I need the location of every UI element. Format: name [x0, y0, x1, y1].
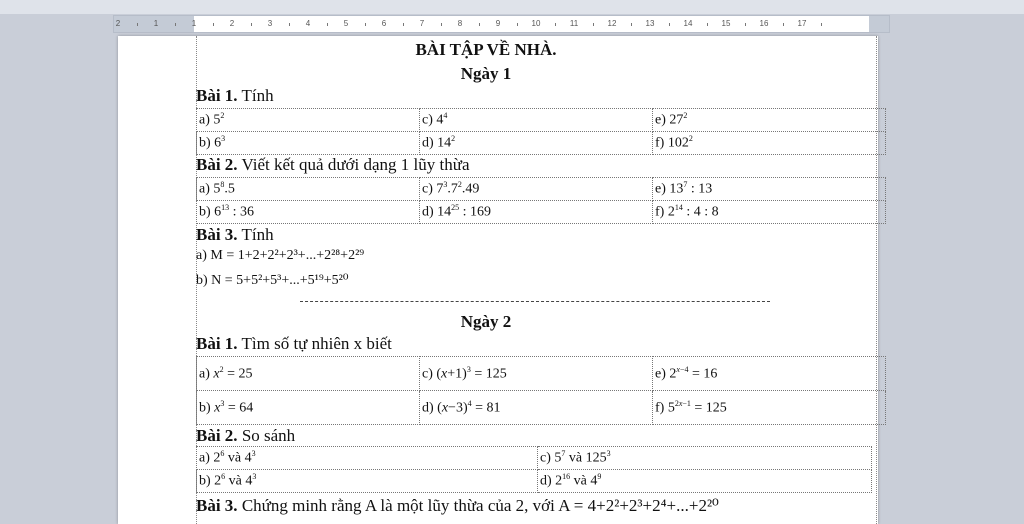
horizontal-ruler[interactable]: [113, 15, 890, 33]
ruler-tick: [479, 23, 480, 26]
ruler-number: 2: [115, 19, 121, 28]
day1-ex3-item-b: b) N = 5+5²+5³+...+5¹⁹+5²⁰: [196, 273, 349, 288]
ruler-tick: [403, 23, 404, 26]
day2-ex1-heading: Bài 1. Tìm số tự nhiên x biết: [196, 334, 392, 353]
ruler-number: 17: [797, 19, 807, 28]
ruler-right-margin: [869, 16, 889, 32]
ruler-tick: [745, 23, 746, 26]
ruler-tick: [327, 23, 328, 26]
ruler-tick: [593, 23, 594, 26]
day1-ex1-table: a) $5^2$ c) $4^4$ e) $27^2$ b) $6^3$ d) $14^2$ f) $102^2$: [196, 108, 886, 155]
ruler-tick: [669, 23, 670, 26]
ruler-tick: [707, 23, 708, 26]
ruler-tick: [441, 23, 442, 26]
day1-ex3-item-a: a) M = 1+2+2²+2³+...+2²⁸+2²⁹: [196, 248, 365, 263]
day2-ex2-table: a) $2^6$ và $4^3$ c) $5^7$ và $125^3$ b) $2^6$ và $4^3$ d) $2^{16}$ và $4^9$: [196, 446, 872, 493]
title-bar: [0, 0, 1024, 14]
document-page[interactable]: [118, 36, 878, 524]
ruler-tick: [175, 23, 176, 26]
ruler-tick: [517, 23, 518, 26]
day1-heading: Ngày 1: [460, 64, 512, 83]
day2-heading: Ngày 2: [460, 312, 512, 331]
ruler-number: 14: [683, 19, 693, 28]
ruler-number: 3: [267, 19, 273, 28]
day2-ex2-heading: Bài 2. So sánh: [196, 426, 296, 445]
ruler-number: 7: [419, 19, 425, 28]
day2-ex3-heading: Bài 3. Chứng minh rằng A là một lũy thừa của 2, với A = 4+2²+2³+2⁴+...+2²⁰: [196, 496, 719, 515]
ruler-tick: [365, 23, 366, 26]
day1-ex2-table: a) $5^8.5$ c) $7^3.7^2.49$ e) $13^7$ : 13 b) $6^{13}$ : 36 d) $14^{25}$ : 169 f) $2^{14}$ : 4 : 8: [196, 177, 886, 224]
ruler-number: 8: [457, 19, 463, 28]
ruler-tick: [631, 23, 632, 26]
ruler-number: 16: [759, 19, 769, 28]
ruler-number: 11: [569, 19, 579, 28]
ruler-number: 6: [381, 19, 387, 28]
day1-ex3-heading: Bài 3. Tính: [196, 225, 274, 244]
ruler-number: 9: [495, 19, 501, 28]
document-title: BÀI TẬP VỀ NHÀ.: [415, 40, 557, 59]
ruler-tick: [783, 23, 784, 26]
day1-ex2-heading: Bài 2. Viết kết quả dưới dạng 1 lũy thừa: [196, 155, 470, 174]
section-separator: [300, 301, 770, 302]
day2-ex1-table: a) $x^2 = 25$ c) $(x+1)^3 = 125$ e) $2^{x-4} = 16$ b) $x^3 = 64$ d) $(x-3)^4 = 81$ f) $5^{2x-1} = 125$: [196, 356, 886, 425]
ruler-number: 2: [229, 19, 235, 28]
ruler-number: 1: [191, 19, 197, 28]
ruler-number: 13: [645, 19, 655, 28]
ruler-number: 15: [721, 19, 731, 28]
ruler-number: 4: [305, 19, 311, 28]
ruler-number: 12: [607, 19, 617, 28]
ruler-number: 1: [153, 19, 159, 28]
ruler-tick: [137, 23, 138, 26]
ruler-tick: [251, 23, 252, 26]
ruler-number: 5: [343, 19, 349, 28]
ruler-tick: [289, 23, 290, 26]
ruler-tick: [213, 23, 214, 26]
day1-ex1-heading: Bài 1. Tính: [196, 86, 274, 105]
ruler-tick: [555, 23, 556, 26]
ruler-number: 10: [531, 19, 541, 28]
ruler-tick: [821, 23, 822, 26]
